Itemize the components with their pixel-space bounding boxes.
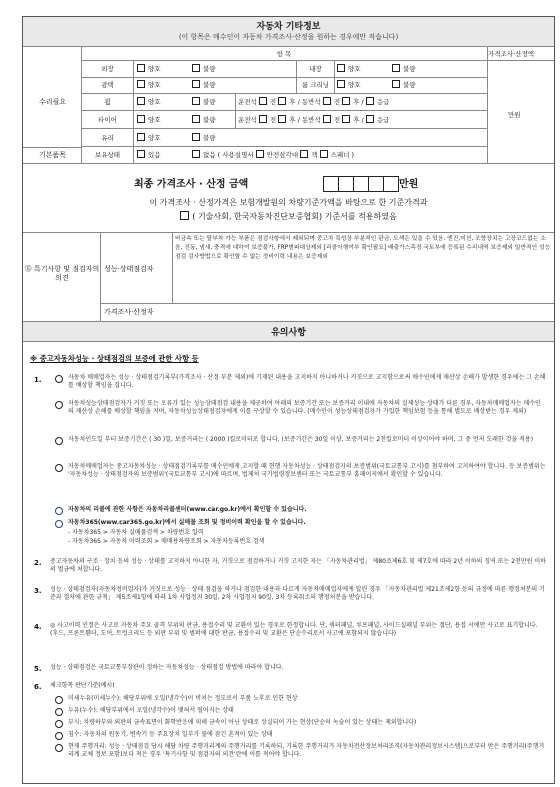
tire-position-selector[interactable]: 운전석 전 후 / 동반석 전 후 / 응급 — [238, 116, 390, 124]
row-possession-label: 보유상태 — [94, 151, 121, 159]
interior-good-option[interactable]: 양호 — [337, 64, 361, 74]
bullet-circle — [55, 520, 66, 529]
bullet-circle — [55, 708, 66, 717]
checkbox[interactable] — [137, 80, 145, 88]
wheel-good-option[interactable]: 양호 — [137, 97, 161, 107]
price-basis-line1: 이 가격조사 · 산정가격은 보험개발원의 차량기준가액을 바탕으로 한 기준가격과 — [149, 198, 428, 207]
note-2: 중고자동차의 구조 · 장치 등의 성능 · 상태를 고지하지 아니한 자, 거짓으로 점검하거나 거짓 고지한 자는 「자동차관리법」 제80조제6호 및 제7호에 따라 2년 이하의 징역 또는 2천만원 이하의 벌금에 처합니다. — [50, 558, 546, 574]
tire-good-option[interactable]: 양호 — [137, 115, 161, 125]
checkbox[interactable] — [137, 64, 145, 72]
section-subtitle: (이 항목은 매수인이 자동차 가격조사·산정을 원하는 경우에만 적습니다) — [178, 33, 399, 41]
note-5: 성능 · 상태점검은 국토교통부장관이 정하는 자동차성능 · 상태점검 방법에 따라야 합니다. — [50, 664, 284, 671]
final-price-label: 최종 가격조사 · 산정 금액 — [134, 179, 249, 190]
note-1h: - 자동차365 > 자동차 이력조회 > 매매용차량조회 > 자동차등록번호 검색 — [68, 538, 265, 545]
bullet-circle — [55, 720, 66, 729]
warranty-section-title: ※ 중고자동차성능 · 상태점검의 보증에 관한 사항 등 — [30, 354, 199, 363]
opinion-label: ⑮ 특기사항 및 점검자의 의견 — [24, 265, 100, 282]
note-6e: 현재 주행거리: 성능 · 상태점검 당시 해당 차량 주행거리계의 주행거리를 기록하되, 기록한 주행거리가 자동차전산정보처리조직(자동차관리정보시스템)으로부터 받은 주행거리(주행거리계 교체 정보 포함)보다 적은 경우 '특기사항 및 점검자의 의견'란에 이를 적어야 합니다. — [68, 743, 545, 759]
checkbox[interactable] — [392, 80, 400, 88]
checkbox[interactable] — [337, 80, 345, 88]
exterior-bad-option[interactable]: 불량 — [192, 64, 216, 74]
item-column-header: 항 목 — [276, 50, 292, 58]
price-unit-won: 만원 — [508, 111, 521, 119]
section-title: 자동차 기타정보 — [256, 22, 321, 32]
note-1a: 자동차 매매업자는 성능 · 상태점검기록부(가격조사 · 산정 부분 제외)에 기재된 내용을 고지하지 아니하거나 거짓으로 고지함으로써 매수인에게 재산상 손해가 발생한 경우에는 그 손해를 배상할 책임을 집니다. — [68, 374, 546, 390]
checkbox[interactable] — [192, 97, 200, 105]
wheel-bad-option[interactable]: 불량 — [192, 97, 216, 107]
final-price-digit-boxes[interactable] — [323, 174, 398, 193]
price-basis-line2: ( 기술사회, 한국자동차진단보증협회) 기준서를 적용하였음 — [23, 211, 554, 222]
bullet-circle — [55, 437, 66, 446]
bullet-circle — [55, 732, 66, 741]
possession-yes-option[interactable]: 있음 — [137, 150, 161, 160]
checkbox[interactable] — [392, 64, 400, 72]
bullet-circle — [55, 507, 66, 516]
checkbox[interactable] — [337, 64, 345, 72]
checkbox[interactable] — [192, 64, 200, 72]
checkbox[interactable] — [137, 115, 145, 123]
note-6: 체크항목 판단기준(예시) — [50, 682, 115, 689]
possession-items-selector[interactable]: 없음 ( 사용설명서 안전삼각대 잭 스패너 ) — [192, 150, 354, 160]
checkbox[interactable] — [192, 133, 200, 141]
price-inspector-label: 가격조사·산정자 — [104, 308, 154, 316]
note-1c: 자동차인도일 부터 보증기간은 ( 30 )일, 보증거리는 ( 2000 )킬로미터로 합니다. (보증기간은 30일 이상, 보증거리는 2천킬로미터 이상이어야 하며, 그 중 먼저 도래한 것을 적용) — [68, 436, 534, 443]
group-basic-items: 기본품목 — [38, 151, 67, 159]
checkbox[interactable] — [137, 150, 145, 158]
row-wheel-label: 휠 — [104, 98, 111, 106]
row-room-cleaning-label: 룸 크리닝 — [301, 81, 330, 89]
bullet-circle — [55, 744, 66, 753]
note-number-1: 1. — [34, 376, 42, 384]
room-cleaning-bad-option[interactable]: 불량 — [392, 80, 416, 90]
checkbox[interactable] — [137, 133, 145, 141]
wheel-position-selector[interactable]: 운전석 전 후 / 동반석 전 후 / 응급 — [238, 98, 390, 106]
note-number-5: 5. — [34, 665, 42, 673]
notes-title: 유의사항 — [271, 328, 306, 338]
note-6a: 미세누유(미세누수): 해당부위에 오일(냉각수)이 비치는 정도로서 부품 노후로 인한 현상 — [68, 695, 298, 702]
exterior-good-option[interactable]: 양호 — [137, 64, 161, 74]
note-3: 성능 · 상태점검자(자동차정비업자)가 거짓으로 성능 · 상태 점검을 하거나 점검한 내용과 다르게 자동차매매업자에게 알린 경우 「자동차관리법 제21조제2항 등의 규정에 따른 행정처분의 기준과 절차에 관한 규칙」 제5조제1항에 따라 1차 사업정지 30일, 2차 사업정지 90일, 3차 등록취소의 행정처분을 받습니다. — [50, 586, 545, 602]
bullet-circle — [55, 696, 66, 705]
interior-bad-option[interactable]: 불량 — [392, 64, 416, 74]
row-tire-label: 타이어 — [98, 116, 117, 124]
gloss-good-option[interactable]: 양호 — [137, 80, 161, 90]
row-glass-label: 유리 — [101, 134, 114, 142]
gloss-bad-option[interactable]: 불량 — [192, 80, 216, 90]
note-1f-car365-link[interactable]: 자동차365(www.car365.go.kr)에서 실매물 조회 및 정비이력 확인을 할 수 있습니다. — [68, 519, 306, 526]
note-1b: 자동차성능상태점검자가 거짓 또는 오류가 있는 성능상태점검 내용을 제공하여 아래의 보증기간 또는 보증거리 이내에 자동차의 실제성능·상태가 다른 경우, 자동차매매업자는 매수인의 재산상 손해를 배상할 책임을 지며, 자동차성능상태점검자에게 이를 구상할 수 있습니다. (매수인이 성능상태점검자가 가입한 책임보험 등을 통해 별도로 배상받는 경우 제외) — [68, 400, 541, 416]
note-1e-recall-link[interactable]: 자동차의 리콜에 관한 사항은 자동차리콜센터(www.car.go.kr)에서 확인할 수 있습니다. — [68, 506, 307, 513]
note-4: ◎ 사고이력 인정은 사고로 자동차 주요 골격 부위의 판금, 용접수리 및 교환이 있는 경우로 한정합니다. 단, 쿼터패널, 루프패널, 사이드실패널 부위는 절단, 용접 시에만 사고로 표기합니다. (후드, 프론트휀더, 도어, 트렁크리드 등 외판 부위 및 범퍼에 대한 판금, 용접수리 및 교환은 단순수리로서 사고에 포함되지 않습니다) — [50, 622, 538, 638]
row-exterior-label: 외장 — [101, 65, 114, 73]
note-6b: 누유(누수): 해당부위에서 오일(냉각수)이 맺혀서 떨어지는 상태 — [68, 707, 234, 714]
note-6d: 침수: 자동차의 원동기, 변속기 등 주요장치 일부가 물에 잠긴 흔적이 있는 상태 — [68, 731, 273, 738]
group-repair-needed: 수리필요 — [38, 98, 67, 106]
note-number-4: 4. — [34, 623, 42, 631]
checkbox[interactable] — [137, 97, 145, 105]
final-price-unit: 만원 — [399, 179, 419, 190]
bullet-circle — [55, 464, 66, 473]
inspector-opinion-text: 비금속 또는 탈부착 가능 부품은 점검사항에서 제외되며 중고차 특성상 부분적인 판금, 도색은 있을 수 있음. 엔진,미션, 조향장치는 고장코드없는 소음, 진동, 냄새, 충격에 대하여 보증불가, FRP범퍼대상제외 [리콜이행여부 확인필요] 배출가스측정 국토부에 등록된 수리내역 보증제외 일반적인 성능점검 검사방법으로 확인할 수 없는 정비이력 내용은 보증제외 — [175, 236, 551, 261]
glass-bad-option[interactable]: 불량 — [192, 133, 216, 143]
note-number-2: 2. — [34, 559, 42, 567]
bullet-circle — [55, 401, 66, 410]
note-number-3: 3. — [34, 587, 42, 595]
note-number-6: 6. — [34, 683, 42, 691]
checkbox[interactable] — [192, 115, 200, 123]
price-column-header: 가격조사·산정액 — [488, 50, 535, 58]
note-1g: - 자동차365 > 자동차 실매물검색 > 차량번호 입력 — [68, 529, 204, 536]
row-gloss-label: 광택 — [101, 81, 114, 89]
note-6c: 부식: 차량하부와 외판의 금속표면이 화학반응에 의해 금속이 아닌 상태로 상실되어 가는 현상(단순히 녹슬어 있는 상태는 제외합니다) — [68, 719, 417, 726]
checkbox[interactable] — [192, 80, 200, 88]
glass-good-option[interactable]: 양호 — [137, 133, 161, 143]
tire-bad-option[interactable]: 불량 — [192, 115, 216, 125]
inspector-label: 성능·상태점검자 — [104, 265, 154, 273]
bullet-circle — [55, 375, 66, 384]
note-1d: 자동차매매업자는 중고자동차성능 · 상태점검기록부를 매수인에게 고지할 때 현행 자동차성능 · 상태점검자의 보증범위(국토교통부 고시)를 첨부하여 고지하여야 합니다. 등 보증범위는 '자동차성능 · 상태점검자의 보증범위'(국토교통부 고시)에 따르며, 법제처 국가법령정보센터 또는 국토교통부 홈페이지에서 확인할 수 있습니다. — [68, 463, 546, 479]
row-interior-label: 내장 — [309, 65, 322, 73]
room-cleaning-good-option[interactable]: 양호 — [337, 80, 361, 90]
